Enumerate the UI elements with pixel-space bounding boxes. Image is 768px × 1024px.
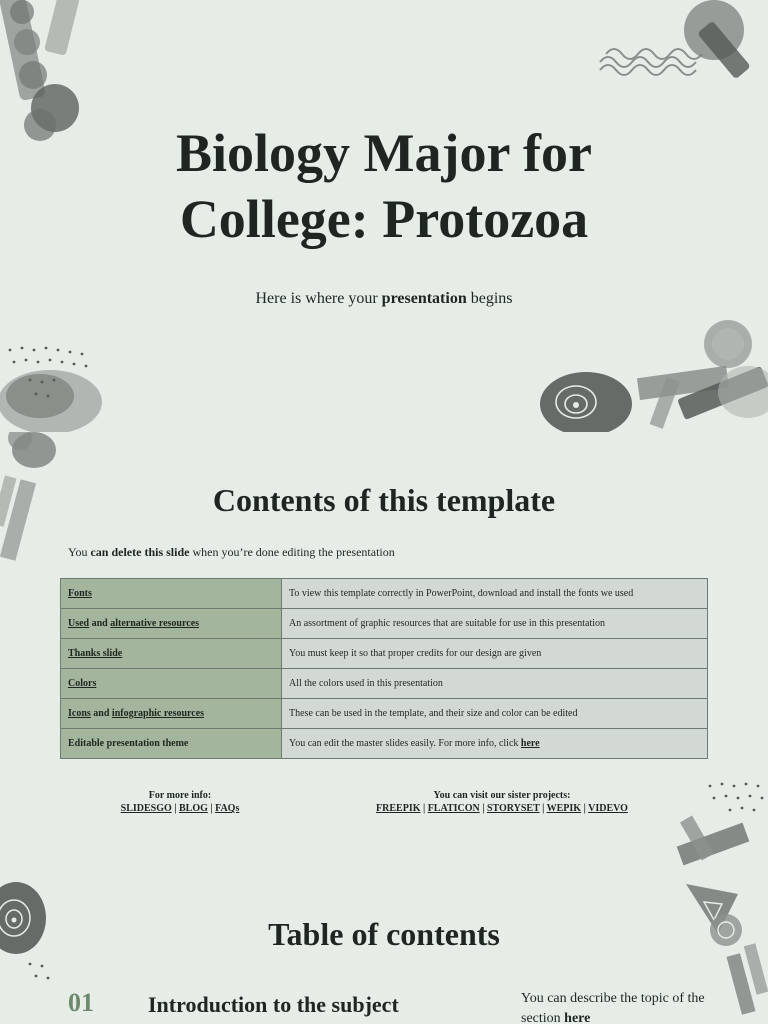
- here-link[interactable]: here: [520, 738, 540, 749]
- sister-projects-label: You can visit our sister projects:: [433, 790, 571, 801]
- storyset-link[interactable]: STORYSET: [486, 803, 540, 814]
- table-value-cell: An assortment of graphic resources that are suitable for use in this presentation: [282, 609, 708, 639]
- link-separator: |: [207, 803, 216, 814]
- table-value-cell: To view this template correctly in PowerPoint, download and install the fonts we used: [282, 579, 708, 609]
- link-separator: |: [171, 803, 179, 814]
- slidesgo-link[interactable]: SLIDESGO: [120, 803, 172, 814]
- toc-heading: Table of contents: [268, 916, 500, 952]
- infographic-resources-link[interactable]: infographic resources: [111, 708, 205, 719]
- more-info-links: [100, 802, 260, 815]
- subtitle-text-start: Here is where your: [255, 290, 382, 307]
- note-bold-text: can delete this slide: [90, 545, 190, 559]
- section-number: 01: [68, 988, 94, 1017]
- section-description-text: You can describe the topic of the section: [521, 991, 705, 1024]
- title-line-1: Biology Major for: [176, 123, 592, 183]
- note-text-end: when you’re done editing the presentation: [189, 545, 395, 559]
- flaticon-link[interactable]: FLATICON: [427, 803, 480, 814]
- table-key-cell: [61, 669, 282, 699]
- presentation-title: [0, 120, 768, 252]
- table-key-cell: [61, 699, 282, 729]
- colors-link[interactable]: Colors: [68, 678, 97, 689]
- more-info-block: [100, 789, 260, 815]
- blob-dots-decoration-icon: [0, 340, 110, 432]
- table-key-cell: [61, 609, 282, 639]
- link-separator: |: [539, 803, 547, 814]
- table-value-cell: You must keep it so that proper credits for our design are given: [282, 639, 708, 669]
- editable-theme-text: You can edit the master slides easily. For more info, click: [289, 738, 521, 749]
- title-line-2: College: Protozoa: [179, 189, 589, 249]
- used-link[interactable]: Used: [68, 618, 90, 629]
- note-text-start: You: [68, 545, 91, 559]
- alternative-resources-link[interactable]: alternative resources: [110, 618, 200, 629]
- section-title: Introduction to the subject: [148, 992, 399, 1017]
- squiggle-decoration-icon: [596, 0, 768, 90]
- subtitle-bold-word: presentation: [381, 290, 467, 307]
- key-joiner: and: [90, 708, 112, 719]
- table-row: [61, 669, 708, 699]
- link-separator: |: [420, 803, 428, 814]
- table-row: [61, 609, 708, 639]
- sister-projects-links: [340, 802, 664, 815]
- icons-link[interactable]: Icons: [68, 708, 91, 719]
- sister-projects-block: [340, 789, 664, 815]
- fonts-link[interactable]: Fonts: [68, 588, 92, 599]
- thanks-slide-link[interactable]: Thanks slide: [68, 648, 123, 659]
- more-info-label: For more info:: [148, 790, 212, 801]
- table-row: [61, 699, 708, 729]
- link-separator: |: [479, 803, 487, 814]
- table-row: [61, 639, 708, 669]
- table-value-cell: These can be used in the template, and their size and color can be edited: [282, 699, 708, 729]
- table-key-cell: [61, 639, 282, 669]
- delete-slide-note: [68, 545, 395, 560]
- subtitle-text-end: begins: [466, 290, 513, 307]
- table-row: [61, 579, 708, 609]
- section-description: [521, 989, 721, 1024]
- cell-cluster-decoration-icon: [538, 312, 768, 432]
- wepik-link[interactable]: WEPIK: [546, 803, 582, 814]
- resources-table: [60, 578, 708, 759]
- title-slide: [0, 0, 768, 432]
- editable-theme-label: Editable presentation theme: [68, 738, 189, 749]
- freepik-link[interactable]: FREEPIK: [376, 803, 421, 814]
- faqs-link[interactable]: FAQs: [215, 803, 240, 814]
- dots-bars-decoration-icon: [670, 776, 768, 868]
- contents-heading: Contents of this template: [212, 482, 556, 518]
- section-description-link[interactable]: here: [564, 1011, 591, 1024]
- table-value-cell: [282, 729, 708, 759]
- table-row: [61, 729, 708, 759]
- table-key-cell: [61, 729, 282, 759]
- table-of-contents-slide: [0, 868, 768, 1024]
- contents-slide: [0, 432, 768, 868]
- link-separator: |: [581, 803, 589, 814]
- presentation-subtitle: [0, 290, 768, 308]
- videvo-link[interactable]: VIDEVO: [588, 803, 628, 814]
- key-joiner: and: [89, 618, 111, 629]
- table-value-cell: All the colors used in this presentation: [282, 669, 708, 699]
- table-key-cell: [61, 579, 282, 609]
- blog-link[interactable]: BLOG: [178, 803, 208, 814]
